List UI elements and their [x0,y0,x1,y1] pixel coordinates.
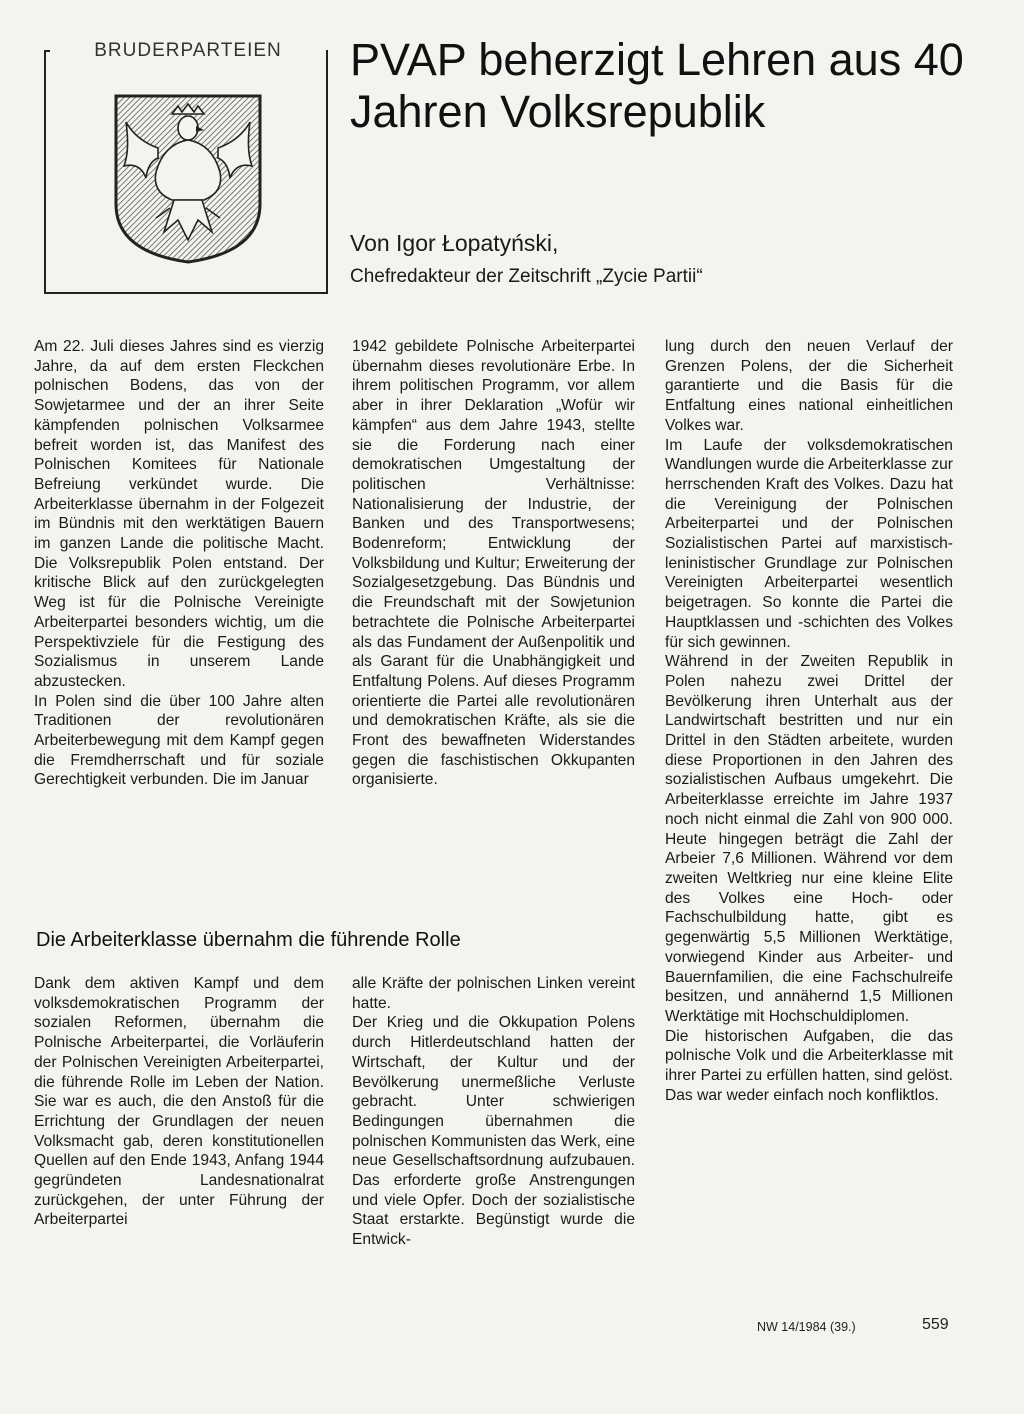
article-column-4 [34,974,324,1230]
headline: PVAP beherzigt Lehren aus 40 Jahren Volksrepublik [350,34,964,137]
paragraph: Am 22. Juli dieses Jahres sind es vierzig Jahre, da auf dem ersten Fleckchen polnischen Bodens, das von der Sowjetarmee und der an ihrer Seite kämpfenden polnischen Volksarmee befreit worden ist, das Manifest des Polnischen Komitees für Nationale Befreiung verkündet wurde. Die Arbeiterklasse übernahm in der Folgezeit im Bündnis mit den werktätigen Bauern im ganzen Lande die politische Macht. Die Volksrepublik Polen entstand. Der kritische Blick auf den zurückgelegten Weg ist für die Polnische Vereinigte Arbeiterpartei besonders wichtig, um die Perspektivziele für die Festigung des Sozialismus in unserem Lande abzustecken. [34,338,324,690]
paragraph: Der Krieg und die Okkupation Polens durch Hitlerdeutschland hatten der Wirtschaft, der Kultur und der Bevölkerung unermeßliche Verluste gebracht. Unter schwierigen Bedingungen übernahmen die polnischen Kommunisten das Werk, eine neue Gesellschaftsordnung aufzubauen. Das erforderte große Anstrengungen und viele Opfer. Doch der sozialistische Staat erstarkte. Begünstigt wurde die Entwick- [352,1014,635,1249]
paragraph: Während in der Zweiten Republik in Polen nahezu zwei Drittel der Bevölkerung ihren Unterhalt aus der Landwirtschaft bestritten und nur ein Drittel in den Städten arbeitete, wurden diese Proportionen in den Jahren des sozialistischen Aufbaus umgekehrt. Die Arbeiterklasse erreichte im Jahre 1937 noch nicht einmal die Zahl von 900 000. Heute hingegen beträgt die Zahl der Arbeier 7,6 Millionen. Während vor dem zweiten Weltkrieg nur eine kleine Elite des Volkes eine Hoch- oder Fachschulbildung hatte, gibt es gegenwärtig 5,5 Millionen Werktätige, vorwiegend Kinder aus Arbeiter- und Bauernfamilien, die eine Fachschulreife besitzen, und annähernd 1,5 Millionen Werktätige mit Hochschuldiplomen. [665,653,953,1025]
article-column-2 [352,337,635,790]
paragraph: In Polen sind die über 100 Jahre alten Traditionen der revolutionären Arbeiterbewegung mit dem Kampf gegen die Fremdherrschaft und für soziale Gerechtigkeit verbunden. Die im Januar [34,692,324,789]
issue-number: NW 14/1984 (39.) [757,1320,856,1334]
paragraph: 1942 gebildete Polnische Arbeiterpartei übernahm dieses revolutionäre Erbe. In ihrem politischen Programm, vor allem aber in ihrer Deklaration „Wofür wir kämpfen“ aus dem Jahre 1943, stellte sie die Forderung nach einer demokratischen Umgestaltung der politischen Verhältnisse: Nationalisierung der Industrie, der Banken und des Transportwesens; Bodenreform; Entwicklung der Volksbildung und Kultur; Erweiterung der Sozialgesetzgebung. Das Bündnis und die Freundschaft mit der Sowjetunion betrachtete die Polnische Arbeiterpartei als das Fundament der Außenpolitik und als Garant für die Unabhängigkeit und Entfaltung Polens. Auf dieses Programm orientierte die Partei alle revolutionären und demokratischen Kräfte, als sie die Front des bewaffneten Widerstandes gegen die faschistischen Okkupanten organisierte. [352,338,635,789]
article-column-3 [665,337,953,1105]
author-byline: Von Igor Łopatyński, [350,230,559,256]
rubric-label: BRUDERPARTEIEN [50,40,326,62]
author-title: Chefredakteur der Zeitschrift „Zycie Partii“ [350,266,703,287]
polish-eagle-emblem-icon [112,92,264,264]
paragraph: alle Kräfte der polnischen Linken vereint hatte. [352,975,635,1012]
paragraph: Im Laufe der volksdemokratischen Wandlungen wurde die Arbeiterklasse zur herrschenden Kraft des Volkes. Dazu hat die Vereinigung der Polnischen Arbeiterpartei und der Polnischen Sozialistischen Partei auf marxistisch-leninistischer Grundlage zur Polnischen Vereinigten Arbeiterpartei wesentlich beigetragen. So konnte die Partei die Hauptklassen und -schichten des Volkes für sich gewinnen. [665,436,953,651]
page-number: 559 [922,1316,949,1333]
paragraph: Dank dem aktiven Kampf und dem volksdemokratischen Programm der sozialen Reformen, übernahm die Polnische Arbeiterpartei, die Vorläuferin der Polnischen Vereinigten Arbeiterpartei, die führende Rolle im Leben der Nation. Sie war es auch, die den Anstoß für die Errichtung der Grundlagen der neuen Volksmacht gab, deren konstitutionellen Quellen auf den Ende 1943, Anfang 1944 gegründeten Landesnationalrat zurückgehen, der unter Führung der Arbeiterpartei [34,975,324,1229]
paragraph: Die historischen Aufgaben, die das polnische Volk und die Arbeiterklasse mit ihrer Partei zu erfüllen hatten, sind gelöst. Das war weder einfach noch konfliktlos. [665,1027,953,1104]
section-subheading: Die Arbeiterklasse übernahm die führende Rolle [36,929,461,951]
paragraph: lung durch den neuen Verlauf der Grenzen Polens, der die Sicherheit garantierte und die Basis für die Entfaltung eines national einheitlichen Volkes war. [665,338,953,434]
article-column-5 [352,974,635,1250]
article-column-1 [34,337,324,790]
